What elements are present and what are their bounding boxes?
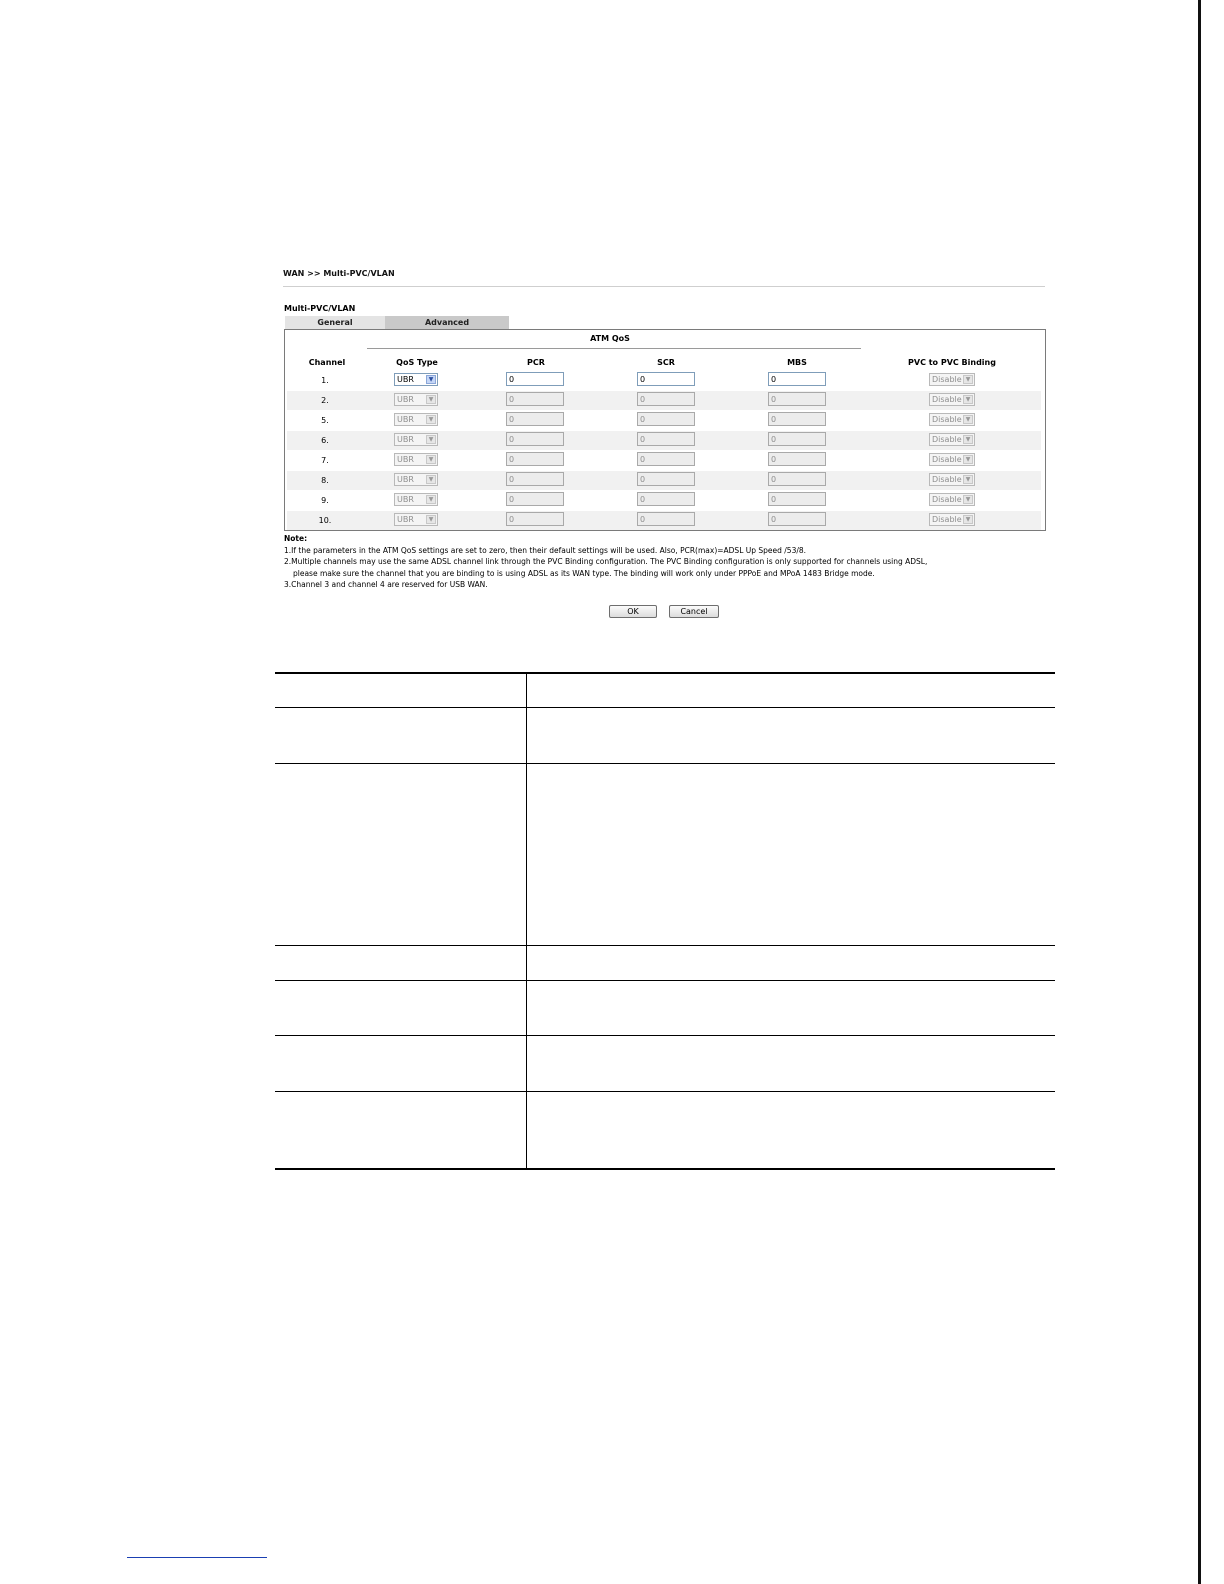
chevron-down-icon: ▼ (963, 395, 973, 404)
atm-qos-group-label: ATM QoS (590, 334, 630, 343)
atm-qos-group-divider (367, 348, 861, 349)
pcr-input[interactable] (506, 512, 564, 526)
table-cell (275, 707, 527, 763)
scr-value: 0 (640, 375, 646, 384)
table-row (287, 511, 1041, 530)
pcr-value: 0 (509, 455, 515, 464)
pvc-binding-value: Disable (932, 435, 962, 444)
notes-title: Note: (284, 534, 308, 543)
channel-number: 5. (321, 416, 329, 425)
qos-type-value: UBR (397, 435, 414, 444)
pvc-binding-select[interactable] (929, 493, 975, 506)
breadcrumb: WAN >> Multi-PVC/VLAN (283, 269, 395, 278)
scr-value: 0 (640, 395, 646, 404)
scr-value: 0 (640, 495, 646, 504)
channel-number: 7. (321, 456, 329, 465)
mbs-input[interactable] (768, 432, 826, 446)
chevron-down-icon: ▼ (426, 515, 436, 524)
table-cell (275, 945, 527, 980)
mbs-input[interactable] (768, 452, 826, 466)
scr-input[interactable] (637, 512, 695, 526)
table-row (287, 391, 1041, 410)
table-cell (275, 1091, 527, 1169)
pcr-input[interactable] (506, 452, 564, 466)
scr-value: 0 (640, 515, 646, 524)
footer-link-underline[interactable] (127, 1557, 267, 1558)
atm-qos-table (284, 329, 1046, 531)
mbs-value: 0 (771, 435, 777, 444)
pvc-binding-value: Disable (932, 375, 962, 384)
mbs-value: 0 (771, 395, 777, 404)
qos-type-value: UBR (397, 515, 414, 524)
pvc-binding-value: Disable (932, 415, 962, 424)
scr-value: 0 (640, 455, 646, 464)
table-cell (527, 945, 1056, 980)
qos-type-select[interactable] (394, 393, 438, 406)
chevron-down-icon: ▼ (963, 475, 973, 484)
table-cell (275, 1035, 527, 1091)
table-cell (527, 1091, 1056, 1169)
chevron-down-icon: ▼ (426, 395, 436, 404)
description-table (275, 672, 1055, 1170)
chevron-down-icon: ▼ (963, 435, 973, 444)
pcr-input[interactable] (506, 392, 564, 406)
pcr-value: 0 (509, 395, 515, 404)
page-title: Multi-PVC/VLAN (284, 304, 356, 313)
qos-type-value: UBR (397, 475, 414, 484)
chevron-down-icon: ▼ (963, 515, 973, 524)
table-row (287, 451, 1041, 470)
pcr-value: 0 (509, 475, 515, 484)
channel-number: 9. (321, 496, 329, 505)
cancel-button[interactable]: Cancel (669, 605, 719, 618)
pcr-value: 0 (509, 435, 515, 444)
column-header-qos-type: QoS Type (396, 358, 438, 367)
pvc-binding-value: Disable (932, 455, 962, 464)
table-cell (527, 980, 1056, 1035)
mbs-input[interactable] (768, 512, 826, 526)
qos-type-value: UBR (397, 495, 414, 504)
table-row (287, 471, 1041, 490)
table-cell (527, 707, 1056, 763)
chevron-down-icon: ▼ (426, 455, 436, 464)
chevron-down-icon: ▼ (426, 495, 436, 504)
mbs-value: 0 (771, 455, 777, 464)
router-config-panel (283, 266, 1047, 626)
pvc-binding-select[interactable] (929, 473, 975, 486)
note-line: 1.If the parameters in the ATM QoS settings are set to zero, then their default settings will be used. Also, PCR(max)=ADSL Up Speed /53/8. (284, 545, 807, 555)
scr-input[interactable] (637, 372, 695, 386)
channel-number: 2. (321, 396, 329, 405)
pcr-input[interactable] (506, 412, 564, 426)
pcr-input[interactable] (506, 492, 564, 506)
pcr-value: 0 (509, 375, 515, 384)
scr-input[interactable] (637, 472, 695, 486)
pcr-value: 0 (509, 515, 515, 524)
page-edge (1198, 0, 1201, 1584)
chevron-down-icon: ▼ (426, 375, 436, 384)
qos-type-select[interactable] (394, 513, 438, 526)
qos-type-value: UBR (397, 415, 414, 424)
chevron-down-icon: ▼ (963, 495, 973, 504)
table-cell (275, 673, 527, 707)
channel-number: 6. (321, 436, 329, 445)
table-row (287, 411, 1041, 430)
mbs-value: 0 (771, 415, 777, 424)
chevron-down-icon: ▼ (963, 375, 973, 384)
scr-value: 0 (640, 475, 646, 484)
pvc-binding-value: Disable (932, 515, 962, 524)
qos-type-select[interactable] (394, 413, 438, 426)
pvc-binding-value: Disable (932, 475, 962, 484)
pvc-binding-select[interactable] (929, 393, 975, 406)
qos-type-select[interactable] (394, 473, 438, 486)
mbs-input[interactable] (768, 392, 826, 406)
scr-value: 0 (640, 435, 646, 444)
table-cell (527, 1035, 1056, 1091)
qos-type-select[interactable] (394, 373, 438, 386)
mbs-value: 0 (771, 475, 777, 484)
note-line: please make sure the channel that you are binding to is using ADSL as its WAN type. The binding will work only under PPPoE and MPoA 1483 Bridge mode. (293, 568, 875, 578)
mbs-input[interactable] (768, 412, 826, 426)
scr-value: 0 (640, 415, 646, 424)
column-header-scr: SCR (657, 358, 675, 367)
mbs-value: 0 (771, 515, 777, 524)
chevron-down-icon: ▼ (426, 475, 436, 484)
mbs-input[interactable] (768, 372, 826, 386)
scr-input[interactable] (637, 412, 695, 426)
pvc-binding-value: Disable (932, 495, 962, 504)
chevron-down-icon: ▼ (426, 435, 436, 444)
pcr-input[interactable] (506, 472, 564, 486)
mbs-input[interactable] (768, 472, 826, 486)
table-cell (527, 763, 1056, 945)
pvc-binding-select[interactable] (929, 373, 975, 386)
channel-number: 8. (321, 476, 329, 485)
table-row (287, 431, 1041, 450)
scr-input[interactable] (637, 432, 695, 446)
qos-type-value: UBR (397, 455, 414, 464)
note-line: 2.Multiple channels may use the same ADSL channel link through the PVC Binding configuration. The PVC Binding configuration is only supported for channels using ADSL, (284, 557, 928, 566)
mbs-value: 0 (771, 375, 777, 384)
scr-input[interactable] (637, 492, 695, 506)
channel-number: 10. (318, 516, 332, 525)
tab-advanced[interactable]: Advanced (385, 316, 509, 329)
pvc-binding-select[interactable] (929, 413, 975, 426)
pvc-binding-select[interactable] (929, 513, 975, 526)
column-header-mbs: MBS (787, 358, 807, 367)
scr-input[interactable] (637, 392, 695, 406)
chevron-down-icon: ▼ (963, 415, 973, 424)
column-header-pvc-binding: PVC to PVC Binding (908, 358, 996, 367)
chevron-down-icon: ▼ (426, 415, 436, 424)
mbs-value: 0 (771, 495, 777, 504)
pcr-value: 0 (509, 495, 515, 504)
scr-input[interactable] (637, 452, 695, 466)
column-header-channel: Channel (308, 358, 346, 367)
table-cell (275, 980, 527, 1035)
ok-button[interactable]: OK (609, 605, 657, 618)
note-line: 3.Channel 3 and channel 4 are reserved for USB WAN. (284, 580, 488, 589)
qos-type-select[interactable] (394, 453, 438, 466)
divider (283, 286, 1045, 287)
table-row (287, 491, 1041, 510)
table-cell (527, 673, 1056, 707)
qos-type-select[interactable] (394, 433, 438, 446)
table-cell (275, 763, 527, 945)
pvc-binding-value: Disable (932, 395, 962, 404)
mbs-input[interactable] (768, 492, 826, 506)
tab-bar (285, 316, 509, 329)
chevron-down-icon: ▼ (963, 455, 973, 464)
channel-number: 1. (321, 376, 329, 385)
column-header-pcr: PCR (527, 358, 545, 367)
pcr-input[interactable] (506, 372, 564, 386)
qos-type-value: UBR (397, 395, 414, 404)
pvc-binding-select[interactable] (929, 453, 975, 466)
qos-type-select[interactable] (394, 493, 438, 506)
qos-type-value: UBR (397, 375, 414, 384)
pvc-binding-select[interactable] (929, 433, 975, 446)
table-row (287, 371, 1041, 390)
tab-general[interactable]: General (285, 316, 385, 329)
notes (284, 533, 927, 591)
pcr-value: 0 (509, 415, 515, 424)
pcr-input[interactable] (506, 432, 564, 446)
